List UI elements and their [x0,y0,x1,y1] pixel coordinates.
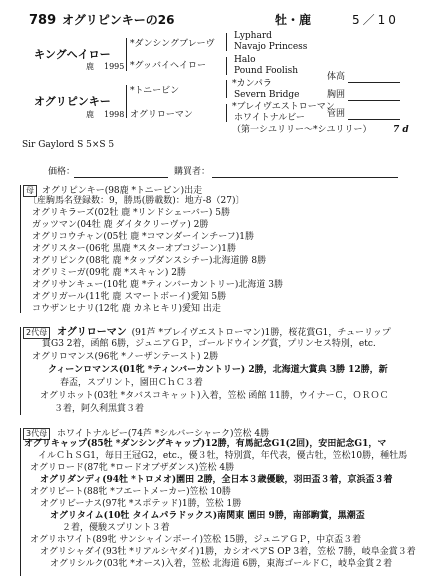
dam-line-5: オグリスター(06牝 黒鹿 *スターオブコジーン)1勝 [32,244,236,254]
pedigree-line [226,33,227,51]
cannon-line [348,119,400,120]
second-dam-line-1: 賞G3 2着，函館 6勝，ジュニアＧＰ，ゴールドウイング賞，プリンセス特別，etc. [42,339,376,349]
second-dam-line-5: オグリホット(03牡 *タバスコキャット)入着，笠松 函館 11勝，ウイナーＣ，ＯＲＯＣ [40,391,389,401]
third-dam-line-6: オグリタイム(10牡 タイムパラドックス)南関東 園田 9勝，南部駒賞，黒潮盃 [50,511,365,521]
third-dam-line-7: ２着，優駿スプリント３着 [62,523,170,533]
third-dam-intro: ホワイトナルビー(74芦 *シルバーシャーク)笠松 4勝 [56,429,270,439]
dam-sire: *トニービン [130,86,180,96]
dam-line-8: オグリサンキュー(10牝 鹿 *ティンバーカントリー)北海道 3勝 [32,280,283,290]
second-dam-line-0: (91芦 *ブレイヴエストローマン)1勝，桜花賞G1，チューリップ [131,328,391,338]
pedigree-line [226,80,227,98]
cannon-label: 管囲 [327,109,346,119]
dam-line-3: ガッツマン(04牡 鹿 ダイタクリーヴァ) 2勝 [32,220,209,230]
dam-dam-sire: *ブレイヴエストローマン [232,102,335,112]
dam-line-10: コウザンヒナリ(12牝 鹿 カネヒキリ)愛知 出走 [32,304,221,314]
dam-line-4: オグリコウチャン(05牡 鹿 *コマンダーインチーフ)1勝 [32,232,254,242]
dam-sire-sire: *カンパラ [232,79,272,89]
pedigree-line [226,104,227,122]
second-dam-line-3: クィーンロマンス(01牝 *ティンバーカントリー) 2勝，北海道大賞典 3勝 12勝，新 [48,365,388,375]
sire-sire: *ダンシングブレーヴ [130,39,215,49]
sire-dam-sire: Halo [234,55,256,65]
third-dam-tag: 3代母 [23,428,50,440]
third-dam-line-8: オグリホワイト(89牝 サンシャインボーイ)笠松 15勝，ジュニアＧＰ，中京盃３着 [30,535,362,545]
price-label: 価格： [48,167,76,177]
dam-coat: 鹿 [86,110,94,119]
sire-year: 1995 [104,62,125,71]
dam-line-7: オグリミーガ(09牝 鹿 *スキャン) 2勝 [32,268,186,278]
third-dam-line-3: オグリダンディ(94牡 *トロメオ)園田 2勝，全日本３歳優駿，羽田盃３着，京浜盃３着 [40,475,393,485]
third-dam-line-1: イルＣｈＳG1，毎日王冠G2，etc.，優３牡，特別賞，年代表，優古牡，笠松10勝，種牡馬 [38,451,408,461]
second-dam-line-2: オグリロマンス(96牝 *ノーザンテースト) 2勝 [32,352,219,362]
dam-line-9: オグリガール(11牝 鹿 スマートボーイ)愛知 5勝 [32,292,227,302]
sire-sire-dam: Navajo Princess [234,42,308,52]
sex-color: 牡・鹿 [275,13,312,27]
second-dam-section [20,327,416,417]
height-label: 体高 [327,72,346,82]
second-dam-line-4: 春盃，スプリント，園田ＣｈＣ３着 [60,378,203,388]
third-dam-line-2: オグリロード(87牝 *ロードオブザダンス)笠松 4勝 [30,463,235,473]
dam-line-6: オグリピンク(08牝 鹿 *タップダンスシチー)北海道勝 8勝 [32,256,267,266]
chest-line [348,100,400,101]
second-dam-name: オグリローマン [56,327,127,338]
third-dam-line-0: オグリキャップ(85牡 *ダンシングキャップ)12勝，有馬記念G1(2回)，安田記念G1，マ [24,439,387,449]
second-dam-line-6: ３着，阿久利黒賞３着 [54,404,145,414]
inbreeding: Sir Gaylord S 5×S 5 [22,140,115,150]
sire-dam-dam: Pound Foolish [234,66,299,76]
dam-tag: 母 [23,185,37,197]
pedigree-line [126,38,127,71]
family-code: 7 d [393,125,409,135]
family-lineage: （第一シユリリー～*シユリリー） [232,125,372,135]
dam-line-1: 〔産駒馬名登録数：9，勝馬(勝載数)：地方-8（27)〕 [28,196,245,206]
section-bracket [20,428,21,576]
dam-sire-dam: Severn Bridge [234,90,300,100]
third-dam-section [20,428,416,578]
dam-section [20,185,416,315]
third-dam-line-5: オグリビーナス(97牝 *スポテッド)1勝，笠松 1勝 [40,499,242,509]
pedigree-line [226,57,227,75]
dam-name: オグリピンキー [34,95,111,108]
dam-dam-dam: ホワイトナルビー [234,113,305,123]
dam-dam: オグリローマン [130,110,193,120]
sire-sire-sire: Lyphard [234,31,272,41]
height-line [348,82,400,83]
third-dam-line-9: オグリシャダイ(93牡 *リアルシヤダイ)1勝，カシオペアS OP 3着，笠松 7勝，岐阜金賞３着 [40,547,416,557]
third-dam-line-4: オグリビート(88牝 *フエートメーカー)笠松 10勝 [30,487,231,497]
sire-name: キングヘイロー [34,48,111,61]
pedigree-line [126,85,127,118]
dam-line-0: オグリピンキー(98鹿 *トニービン)出走 [41,186,203,196]
section-bracket [20,185,21,313]
dam-line-2: オグリキラーズ(02牡 鹿 *リンドシェーバー) 5勝 [32,208,231,218]
sire-dam: *グッバイヘイロー [130,61,207,71]
dam-year: 1998 [104,110,125,119]
buyer-label: 購買者： [174,167,211,177]
sire-coat: 鹿 [86,62,94,71]
chest-label: 胸囲 [327,90,346,100]
lot-number: 789 [29,13,57,28]
horse-title: オグリピンキーの26 [62,13,175,27]
price-line [74,177,168,178]
second-dam-tag: 2代母 [23,327,50,339]
buyer-line [212,177,398,178]
section-bracket [20,327,21,415]
birth-date: 5／10 [352,13,399,27]
third-dam-line-10: オグリシルク(03牝 *オース)入着，笠松 北海道 6勝，東海ゴールドＣ，岐阜金賞２着 [50,559,393,569]
